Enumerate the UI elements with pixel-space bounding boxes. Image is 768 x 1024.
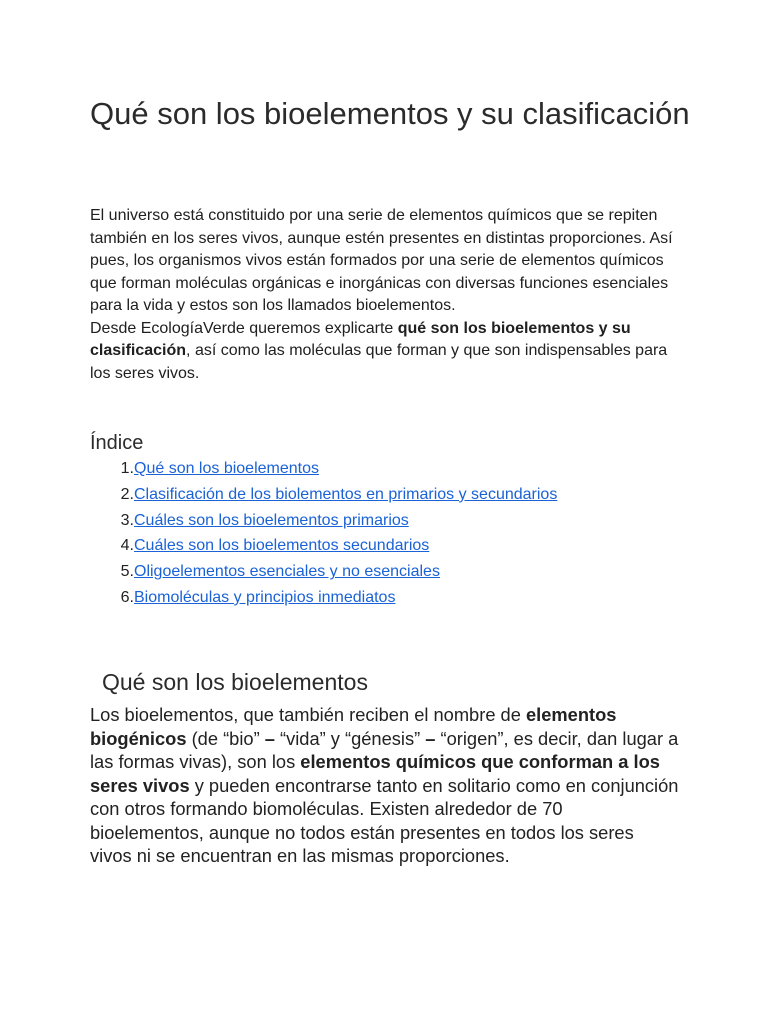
- toc-number: 2.: [120, 485, 134, 503]
- section-paragraph: [90, 703, 680, 868]
- intro-text-2: Desde EcologíaVerde queremos explicarte: [90, 319, 398, 337]
- toc-link-que-son[interactable]: Qué son los bioelementos: [134, 460, 319, 477]
- toc-number: 3.: [120, 511, 134, 529]
- toc-item-1: [90, 456, 557, 482]
- table-of-contents: [90, 456, 557, 611]
- toc-number: 5.: [120, 563, 134, 581]
- section-text: “origen”, es decir, dan lugar a las formas vivas), son los: [90, 727, 679, 772]
- section-dash: –: [425, 727, 436, 749]
- toc-number: 1.: [120, 460, 134, 477]
- toc-item-4: [90, 533, 557, 559]
- toc-link-primarios[interactable]: Cuáles son los bioelementos primarios: [134, 511, 409, 529]
- toc-number: 6.: [120, 588, 134, 606]
- toc-item-5: [90, 559, 557, 585]
- toc-link-oligoelementos[interactable]: Oligoelementos esenciales y no esenciales: [134, 563, 440, 581]
- toc-number: 4.: [120, 537, 134, 555]
- toc-item-3: [90, 508, 557, 534]
- section-heading: Qué son los bioelementos: [102, 669, 368, 695]
- intro-bold-phrase: qué son los bioelementos y su clasificación: [90, 319, 631, 359]
- intro-paragraph: [90, 205, 680, 385]
- page-title: Qué son los bioelementos y su clasificación: [90, 96, 690, 131]
- toc-link-clasificacion[interactable]: Clasificación de los biolementos en primarios y secundarios: [134, 485, 558, 503]
- section-bold-phrase: elementos químicos que conforman a los seres vivos: [90, 751, 660, 796]
- toc-link-secundarios[interactable]: Cuáles son los bioelementos secundarios: [134, 537, 430, 555]
- section-dash: –: [264, 727, 275, 749]
- section-bold-term: elementos biogénicos: [90, 704, 617, 749]
- index-heading: Índice: [90, 432, 144, 454]
- toc-link-biomoleculas[interactable]: Biomoléculas y principios inmediatos: [134, 588, 396, 606]
- section-text: (de “bio”: [186, 727, 265, 749]
- toc-item-6: [90, 585, 557, 611]
- intro-text-1: El universo está constituido por una serie de elementos químicos que se repiten también en los seres vivos, aunque estén presentes en distintas proporciones. Así pues, los organismos vivos están formados por una serie de elementos químicos que forman moléculas orgánicas e inorgánicas con diversas funciones esenciales para la vida y estos son los llamados bioelementos.: [90, 207, 673, 314]
- toc-item-2: [90, 482, 557, 508]
- section-text: Los bioelementos, que también reciben el nombre de: [90, 704, 526, 725]
- intro-text-3: , así como las moléculas que forman y que son indispensables para los seres vivos.: [90, 342, 668, 382]
- section-text: “vida” y “génesis”: [274, 727, 426, 749]
- section-text: y pueden encontrarse tanto en solitario como en conjunción con otros formando biomoléculas. Existen alrededor de 70 bioelementos, aunque no todos están presentes en todos los seres vivos ni se encuentran en las mismas proporciones.: [90, 774, 679, 866]
